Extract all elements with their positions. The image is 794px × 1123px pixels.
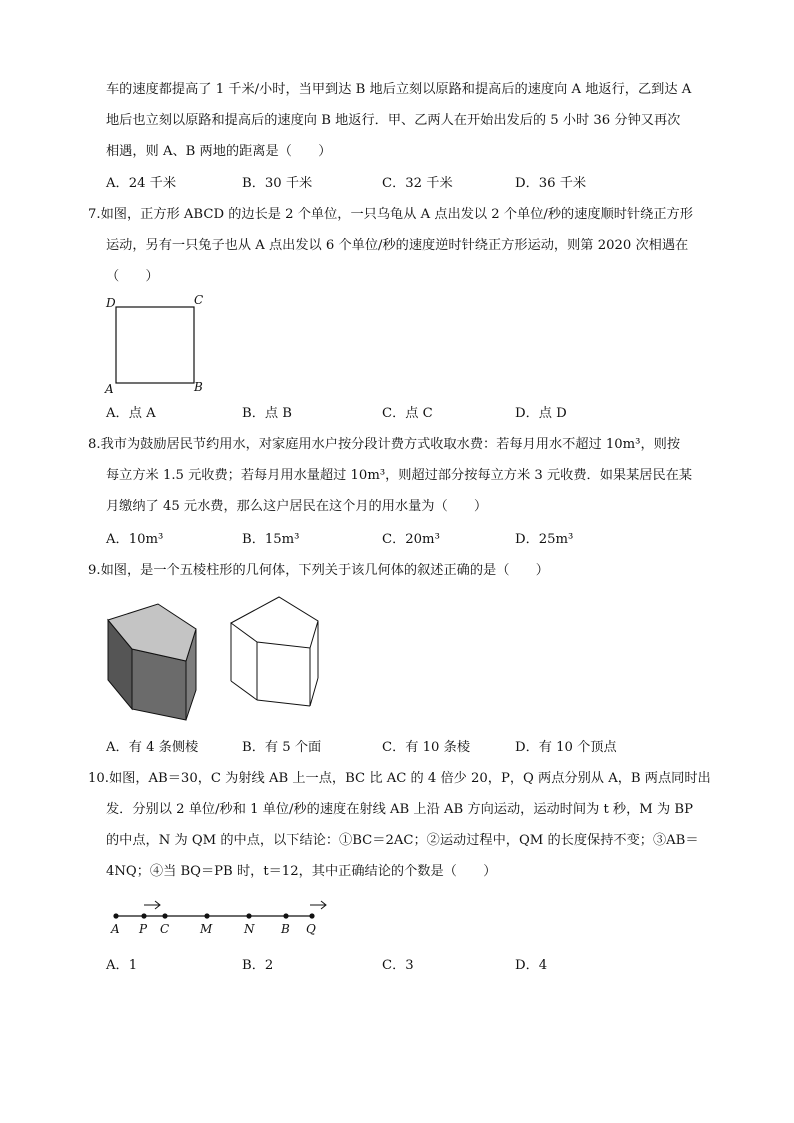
label-a: A — [111, 922, 120, 936]
point-a — [113, 913, 118, 918]
q7-line-3: （ ） — [106, 269, 159, 284]
label-p: P — [139, 922, 148, 936]
q8-line-2: 每立方米 1.5 元收费；若每月用水量超过 10m³，则超过部分按每立方米 3 元收费．如果某居民在某 — [106, 468, 693, 483]
label-d: D — [106, 296, 116, 310]
outline-prism — [231, 597, 318, 706]
q7-line-1: 7.如图，正方形 ABCD 的边长是 2 个单位，一只乌龟从 A 点出发以 2 个单位/秒的速度顺时针绕正方形 — [88, 207, 693, 222]
q8-option-d: D．25m³ — [515, 532, 574, 547]
q10-line-3: 的中点，N 为 QM 的中点，以下结论：①BC＝2AC；②运动过程中，QM 的长度保持不变；③AB＝ — [106, 833, 699, 848]
label-m: M — [200, 922, 213, 936]
q10-line-4: 4NQ；④当 BQ＝PB 时，t＝12，其中正确结论的个数是（ ） — [106, 864, 497, 879]
q6-option-d: D．36 千米 — [515, 176, 587, 191]
arrow-p-icon — [144, 901, 160, 909]
point-p — [141, 913, 146, 918]
point-q — [309, 913, 314, 918]
square-abcd-figure — [100, 292, 215, 397]
q8-option-a: A．10m³ — [106, 532, 164, 547]
q9-line-1: 9.如图，是一个五棱柱形的几何体，下列关于该几何体的叙述正确的是（ ） — [88, 563, 549, 578]
label-c: C — [194, 293, 204, 307]
q10-option-d: D．4 — [515, 958, 548, 973]
q9-option-d: D．有 10 个顶点 — [515, 740, 617, 755]
q8-option-c: C．20m³ — [382, 532, 440, 547]
q6-option-b: B．30 千米 — [242, 176, 313, 191]
square-outline — [116, 307, 194, 383]
q10-option-b: B．2 — [242, 958, 274, 973]
q7-option-c: C．点 C — [382, 406, 433, 421]
q10-line-1: 10.如图，AB＝30，C 为射线 AB 上一点，BC 比 AC 的 4 倍少 20，P，Q 两点分别从 A，B 两点同时出 — [88, 771, 711, 786]
q6-line-3: 相遇，则 A、B 两地的距离是（ ） — [106, 144, 332, 159]
label-b: B — [281, 922, 290, 936]
point-n — [246, 913, 251, 918]
q9-option-c: C．有 10 条棱 — [382, 740, 471, 755]
point-c — [162, 913, 167, 918]
q9-option-b: B．有 5 个面 — [242, 740, 322, 755]
q7-option-b: B．点 B — [242, 406, 292, 421]
q7-line-2: 运动，另有一只兔子也从 A 点出发以 6 个单位/秒的速度逆时针绕正方形运动，则第 2020 次相遇在 — [106, 238, 689, 253]
label-a: A — [105, 382, 114, 396]
q6-line-1: 车的速度都提高了 1 千米/小时，当甲到达 B 地后立刻以原路和提高后的速度向 A 地返行，乙到达 A — [106, 82, 692, 97]
point-b — [283, 913, 288, 918]
shaded-prism — [108, 604, 196, 720]
q6-option-a: A．24 千米 — [106, 176, 177, 191]
q6-line-2: 地后也立刻以原路和提高后的速度向 B 地返行．甲、乙两人在开始出发后的 5 小时 36 分钟又再次 — [106, 113, 681, 128]
number-line-figure — [100, 893, 340, 938]
q8-line-1: 8.我市为鼓励居民节约用水，对家庭用水户按分段计费方式收取水费：若每月用水不超过 10m³，则按 — [88, 437, 681, 452]
q7-option-a: A．点 A — [106, 406, 156, 421]
label-q: Q — [306, 922, 316, 936]
label-n: N — [244, 922, 255, 936]
q10-option-a: A．1 — [106, 958, 138, 973]
q10-option-c: C．3 — [382, 958, 414, 973]
pentagonal-prism-figures — [100, 592, 340, 732]
label-b: B — [194, 380, 203, 394]
arrow-q-icon — [310, 901, 326, 909]
point-m — [204, 913, 209, 918]
q6-option-c: C．32 千米 — [382, 176, 453, 191]
q9-option-a: A．有 4 条侧棱 — [106, 740, 199, 755]
q8-option-b: B．15m³ — [242, 532, 300, 547]
q10-line-2: 发．分别以 2 单位/秒和 1 单位/秒的速度在射线 AB 上沿 AB 方向运动，运动时间为 t 秒，M 为 BP — [106, 802, 693, 817]
q7-option-d: D．点 D — [515, 406, 567, 421]
q8-line-3: 月缴纳了 45 元水费，那么这户居民在这个月的用水量为（ ） — [106, 499, 488, 514]
label-c: C — [160, 922, 170, 936]
